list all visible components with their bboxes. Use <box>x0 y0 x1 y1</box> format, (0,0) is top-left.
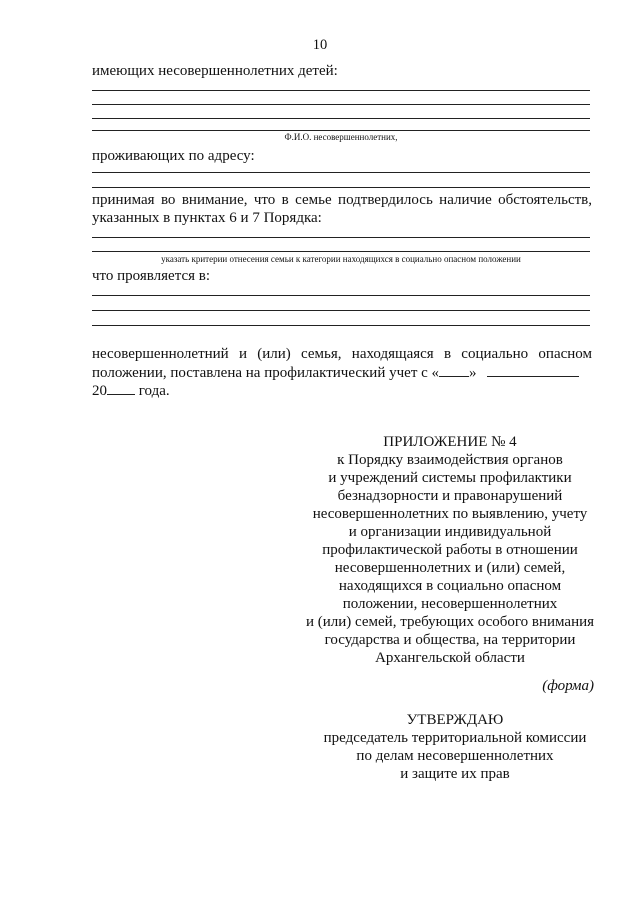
appendix-line: Архангельской области <box>375 650 525 666</box>
conclusion-text-start: положении, поставлена на профилактический учет с « <box>92 365 440 381</box>
month-blank[interactable] <box>487 363 579 377</box>
fill-line-children-2[interactable] <box>92 104 590 105</box>
circumstances-text-line1: принимая во внимание, что в семье подтвердилось наличие обстоятельств, <box>92 192 592 208</box>
conclusion-quote-close: » <box>469 365 477 381</box>
appendix-line: к Порядку взаимодействия органов <box>337 452 563 468</box>
approval-line: по делам несовершеннолетних <box>356 748 554 764</box>
appendix-line: и (или) семей, требующих особого внимания <box>305 614 595 630</box>
fill-line-manifest-3[interactable] <box>92 325 590 326</box>
appendix-line: и учреждений системы профилактики <box>328 470 572 486</box>
circumstances-text-line2: указанных в пунктах 6 и 7 Порядка: <box>92 210 322 226</box>
appendix-line: несовершеннолетних по выявлению, учету <box>312 506 588 522</box>
fill-line-children-1[interactable] <box>92 90 590 91</box>
conclusion-text-line3 <box>92 381 170 400</box>
appendix-line: несовершеннолетних и (или) семей, <box>334 560 566 576</box>
form-label: (форма) <box>542 678 594 694</box>
fill-line-address-1[interactable] <box>92 172 590 173</box>
manifest-label: что проявляется в: <box>92 268 211 284</box>
year-suffix: года. <box>135 383 170 399</box>
appendix-line: государства и общества, на территории <box>324 632 576 648</box>
conclusion-text-line2 <box>92 363 592 382</box>
conclusion-text-line1: несовершеннолетний и (или) семья, находящаяся в социально опасном <box>92 346 592 362</box>
fill-line-criteria-2[interactable] <box>92 251 590 252</box>
day-blank[interactable] <box>439 363 469 377</box>
fill-line-children-4[interactable] <box>92 130 590 131</box>
approval-line: председатель территориальной комиссии <box>323 730 587 746</box>
appendix-line: положении, несовершеннолетних <box>342 596 558 612</box>
approval-block <box>300 711 610 783</box>
criteria-caption: указать критерии отнесения семьи к категории находящихся в социально опасном положении <box>161 254 521 264</box>
fill-line-criteria-1[interactable] <box>92 237 590 238</box>
appendix-line: и организации индивидуальной <box>348 524 552 540</box>
fill-line-address-2[interactable] <box>92 187 590 188</box>
year-prefix: 20 <box>92 383 107 399</box>
fill-line-children-3[interactable] <box>92 118 590 119</box>
address-label: проживающих по адресу: <box>92 148 255 164</box>
fio-caption: Ф.И.О. несовершеннолетних, <box>284 132 398 142</box>
appendix-line: профилактической работы в отношении <box>322 542 578 558</box>
appendix-line: находящихся в социально опасном <box>338 578 562 594</box>
children-intro-text: имеющих несовершеннолетних детей: <box>92 63 338 79</box>
fill-line-manifest-2[interactable] <box>92 310 590 311</box>
approval-line: и защите их прав <box>400 766 510 782</box>
appendix-line: безнадзорности и правонарушений <box>337 488 563 504</box>
fill-line-manifest-1[interactable] <box>92 295 590 296</box>
page-number: 10 <box>312 37 328 53</box>
year-blank[interactable] <box>107 381 135 395</box>
approval-title: УТВЕРЖДАЮ <box>406 712 504 728</box>
appendix-block <box>300 433 600 667</box>
appendix-title: ПРИЛОЖЕНИЕ № 4 <box>383 434 517 450</box>
